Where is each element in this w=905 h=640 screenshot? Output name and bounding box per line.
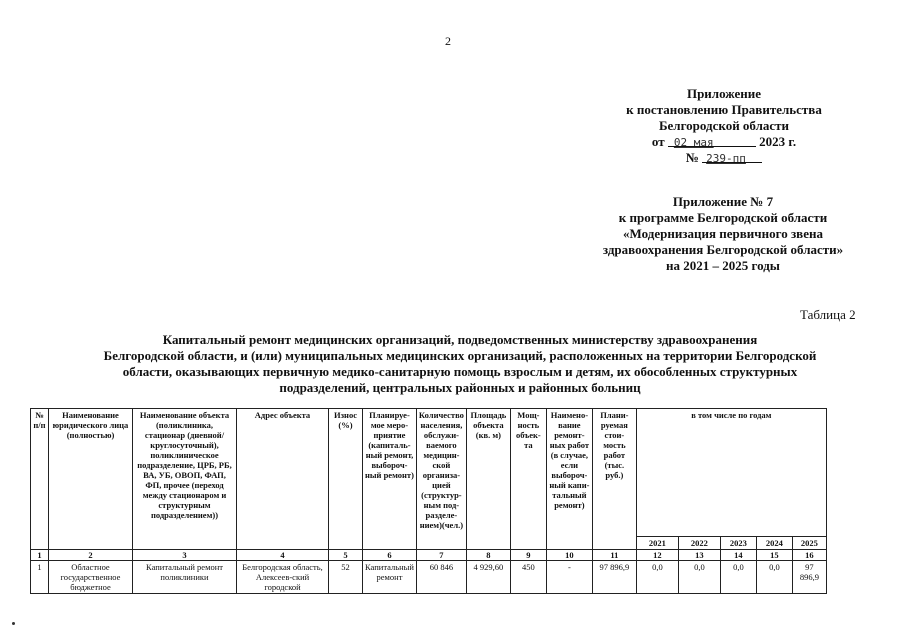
column-number: 3 — [133, 550, 237, 561]
header-works: Наимено-вание ремонт-ных работ (в случае, если выбороч-ный капи-тальный ремонт) — [546, 409, 592, 550]
header-measure: Планируе-мое меро-приятие (капиталь-ный ремонт, выбороч-ный ремонт) — [363, 409, 417, 550]
cell-address: Белгородская область, Алексеев-ский городской — [237, 561, 329, 594]
header-year-2022: 2022 — [678, 537, 720, 550]
appendix-resolution-block — [590, 86, 858, 166]
column-number: 12 — [636, 550, 678, 561]
appendix-7-line: к программе Белгородской области — [618, 210, 828, 225]
cell-works: - — [546, 561, 592, 594]
header-year-2023: 2023 — [720, 537, 756, 550]
cell-c2021: 0,0 — [636, 561, 678, 594]
date-prefix: от — [651, 134, 665, 149]
appendix-7-line: на 2021 – 2025 годы — [666, 258, 780, 273]
column-number: 9 — [510, 550, 546, 561]
cell-wear: 52 — [329, 561, 363, 594]
cell-object: Капитальный ремонт поликлиники — [133, 561, 237, 594]
date-value: 02 мая — [673, 136, 714, 149]
date-field — [668, 134, 756, 147]
appendix-title: Приложение — [686, 86, 762, 101]
column-number: 1 — [31, 550, 49, 561]
header-object: Наименование объекта (поликлиника, стационар (дневной/ круглосуточный), поликлиническое подразделение, ЦРБ, РБ, ВА, УБ, ОВОП, ФАП, ФП, прочее (переход между стационаром и структурным подразделением)) — [133, 409, 237, 550]
column-number: 5 — [329, 550, 363, 561]
column-numbers-row — [31, 550, 827, 561]
page-number: 2 — [445, 34, 451, 48]
cell-n: 1 — [31, 561, 49, 594]
column-number: 13 — [678, 550, 720, 561]
date-suffix: 2023 г. — [759, 134, 797, 149]
scan-dot — [12, 622, 15, 625]
column-number: 7 — [416, 550, 466, 561]
repair-table — [30, 408, 827, 594]
title-line: Белгородской области, и (или) муниципальных медицинских организаций, расположенных на территории Белгородской — [103, 348, 817, 363]
title-line: подразделений, центральных районных и районных больниц — [279, 380, 641, 395]
title-line: Капитальный ремонт медицинских организаций, подведомственных министерству здравоохранения — [162, 332, 758, 347]
appendix-7-block — [575, 194, 871, 274]
header-cost: Плани-руемая стои-мость работ (тыс. руб.) — [592, 409, 636, 550]
number-prefix: № — [685, 150, 699, 165]
header-address: Адрес объекта — [237, 409, 329, 550]
column-number: 10 — [546, 550, 592, 561]
cell-measure: Капитальный ремонт — [363, 561, 417, 594]
header-year-2021: 2021 — [636, 537, 678, 550]
appendix-number-line — [590, 150, 858, 166]
title-line: области, оказывающих первичную медико-санитарную помощь взрослым и детям, их обособленных структурных — [122, 364, 798, 379]
cell-entity: Областное государственное бюджетное — [49, 561, 133, 594]
appendix-line: к постановлению Правительства — [626, 102, 822, 117]
cell-c2022: 0,0 — [678, 561, 720, 594]
header-number: № п/п — [31, 409, 49, 550]
number-value: 239-пп — [706, 152, 746, 165]
cell-c2025: 97 896,9 — [792, 561, 826, 594]
column-number: 8 — [466, 550, 510, 561]
header-wear: Износ (%) — [329, 409, 363, 550]
header-year-2025: 2025 — [792, 537, 826, 550]
header-year-2024: 2024 — [756, 537, 792, 550]
table-row — [31, 561, 827, 594]
column-number: 4 — [237, 550, 329, 561]
header-by-years: в том числе по годам — [636, 409, 826, 537]
column-number: 2 — [49, 550, 133, 561]
appendix-7-line: здравоохранения Белгородской области» — [602, 242, 844, 257]
cell-capacity: 450 — [510, 561, 546, 594]
cell-c2023: 0,0 — [720, 561, 756, 594]
cell-c2024: 0,0 — [756, 561, 792, 594]
table-label: Таблица 2 — [800, 307, 856, 322]
appendix-7-line: «Модернизация первичного звена — [623, 226, 823, 241]
cell-cost: 97 896,9 — [592, 561, 636, 594]
appendix-line: Белгородской области — [658, 118, 790, 133]
appendix-date-line — [590, 134, 858, 150]
appendix-7-title: Приложение № 7 — [672, 194, 774, 209]
column-number: 16 — [792, 550, 826, 561]
header-population: Количество населения, обслужи-ваемого медицин-ской организа-цией (структур-ным под-разделе-нием)(чел.) — [416, 409, 466, 550]
column-number: 14 — [720, 550, 756, 561]
column-number: 6 — [363, 550, 417, 561]
header-entity: Наименование юридического лица (полностью) — [49, 409, 133, 550]
cell-population: 60 846 — [416, 561, 466, 594]
number-field — [702, 150, 762, 163]
column-number: 11 — [592, 550, 636, 561]
header-area: Площадь объекта (кв. м) — [466, 409, 510, 550]
column-number: 15 — [756, 550, 792, 561]
header-capacity: Мощ-ность объек-та — [510, 409, 546, 550]
cell-area: 4 929,60 — [466, 561, 510, 594]
document-title — [40, 332, 880, 396]
